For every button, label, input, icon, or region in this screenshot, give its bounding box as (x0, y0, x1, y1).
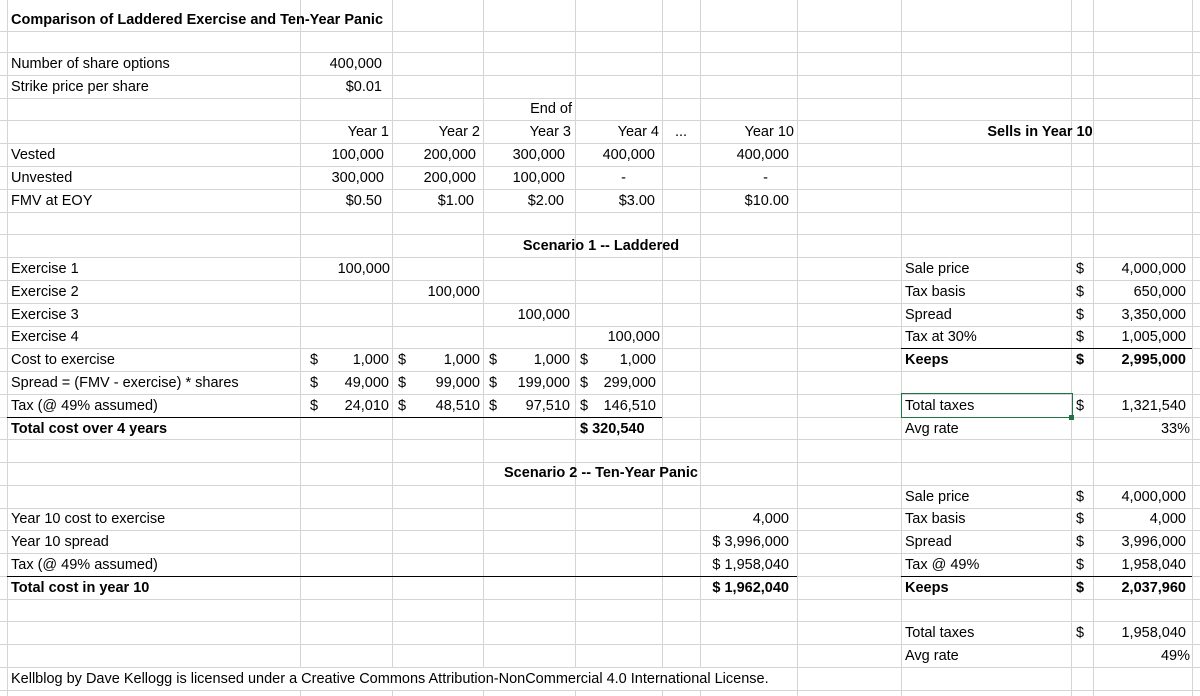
currency-symbol: $ (398, 352, 407, 368)
spread-label[interactable]: Spread = (FMV - exercise) * shares (11, 375, 239, 391)
sale-spread-value[interactable]: 3,996,000 (1121, 534, 1186, 550)
currency-symbol: $ (1076, 557, 1085, 573)
gridline (0, 485, 1200, 486)
unvested-cell[interactable]: - (763, 170, 768, 186)
spread-cell[interactable]: 49,000 (344, 375, 389, 391)
unvested-label[interactable]: Unvested (11, 170, 73, 186)
end-of-header[interactable]: End of (530, 101, 572, 117)
total-cost-value[interactable]: $ 320,540 (580, 421, 645, 437)
exercise-2-value[interactable]: 100,000 (427, 284, 480, 300)
unvested-cell[interactable]: 300,000 (331, 170, 384, 186)
gridline (0, 75, 1200, 76)
year-3-header[interactable]: Year 3 (529, 124, 571, 140)
keeps-label[interactable]: Keeps (905, 352, 949, 368)
keeps-label[interactable]: Keeps (905, 580, 949, 596)
sale-price-label[interactable]: Sale price (905, 261, 970, 277)
currency-symbol: $ (1076, 261, 1085, 277)
year-1-header[interactable]: Year 1 (347, 124, 389, 140)
sells-in-header[interactable]: Sells in Year 10 (987, 124, 1093, 140)
gridline (662, 0, 663, 696)
tax-basis-value[interactable]: 4,000 (1149, 511, 1186, 527)
currency-symbol: $ (1076, 625, 1085, 641)
year10-spread-label[interactable]: Year 10 spread (11, 534, 109, 550)
sale-tax-value[interactable]: 1,005,000 (1121, 329, 1186, 345)
fill-handle[interactable] (1069, 415, 1074, 420)
cost-label[interactable]: Cost to exercise (11, 352, 115, 368)
tax-cell[interactable]: 97,510 (525, 398, 570, 414)
currency-symbol: $ (310, 375, 319, 391)
avg-rate-label[interactable]: Avg rate (905, 421, 959, 437)
gridline (0, 621, 1200, 622)
year10-tax-value[interactable]: $ 1,958,040 (712, 557, 789, 573)
tax-cell[interactable]: 48,510 (435, 398, 480, 414)
scenario1-title[interactable]: Scenario 1 -- Laddered (522, 238, 680, 254)
currency-symbol: $ (398, 398, 407, 414)
gridline (0, 599, 1200, 600)
currency-symbol: $ (489, 352, 498, 368)
currency-symbol: $ (1076, 284, 1085, 300)
gridline (0, 690, 1200, 691)
gridline (392, 0, 393, 696)
spread-cell[interactable]: 99,000 (435, 375, 480, 391)
vested-cell[interactable]: 100,000 (331, 147, 384, 163)
gridline (797, 0, 798, 696)
cost-cell[interactable]: 1,000 (619, 352, 656, 368)
exercise-2-label[interactable]: Exercise 2 (11, 284, 79, 300)
license-text[interactable]: Kellblog by Dave Kellogg is licensed under a Creative Commons Attribution-NonCommercial 4.0 International License. (11, 668, 773, 690)
sale-price-value[interactable]: 4,000,000 (1121, 261, 1186, 277)
options-label[interactable]: Number of share options (11, 56, 170, 72)
avg-rate-value[interactable]: 33% (1160, 421, 1190, 437)
cost-cell[interactable]: 1,000 (533, 352, 570, 368)
keeps-value[interactable]: 2,037,960 (1121, 580, 1186, 596)
spread-cell[interactable]: 299,000 (603, 375, 656, 391)
total-cost-label[interactable]: Total cost over 4 years (11, 421, 168, 437)
sale-tax-label[interactable]: Tax @ 49% (905, 557, 980, 573)
gridline (0, 98, 1200, 99)
strike-label[interactable]: Strike price per share (11, 79, 149, 95)
gridline (0, 530, 1200, 531)
sale-spread-label[interactable]: Spread (905, 534, 952, 550)
total-taxes-value[interactable]: 1,321,540 (1121, 398, 1186, 414)
currency-symbol: $ (1076, 307, 1085, 323)
vested-cell[interactable]: 400,000 (602, 147, 655, 163)
sale-spread-value[interactable]: 3,350,000 (1121, 307, 1186, 323)
gridline (0, 508, 1200, 509)
currency-symbol: $ (580, 398, 589, 414)
strike-value[interactable]: $0.01 (345, 79, 382, 95)
cost-cell[interactable]: 1,000 (352, 352, 389, 368)
exercise-4-label[interactable]: Exercise 4 (11, 329, 79, 345)
year-4-header[interactable]: Year 4 (617, 124, 659, 140)
currency-symbol: $ (310, 352, 319, 368)
currency-symbol: $ (1076, 398, 1085, 414)
unvested-cell[interactable]: - (621, 170, 626, 186)
currency-symbol: $ (580, 375, 589, 391)
tax-label[interactable]: Tax (@ 49% assumed) (11, 398, 158, 414)
exercise-1-label[interactable]: Exercise 1 (11, 261, 79, 277)
sale-price-value[interactable]: 4,000,000 (1121, 489, 1186, 505)
currency-symbol: $ (310, 398, 319, 414)
cost-cell[interactable]: 1,000 (443, 352, 480, 368)
gridline (1192, 0, 1193, 696)
gridline (0, 52, 1200, 53)
sheet-title[interactable]: Comparison of Laddered Exercise and Ten-Year Panic (11, 12, 384, 28)
gridline (0, 644, 1200, 645)
gridline (7, 0, 8, 696)
currency-symbol: $ (489, 375, 498, 391)
sale-spread-label[interactable]: Spread (905, 307, 952, 323)
sale-tax-label[interactable]: Tax at 30% (905, 329, 977, 345)
fmv-cell[interactable]: $10.00 (744, 193, 789, 209)
gridline (0, 257, 1200, 258)
options-value[interactable]: 400,000 (329, 56, 382, 72)
fmv-cell[interactable]: $3.00 (618, 193, 655, 209)
unvested-cell[interactable]: 200,000 (423, 170, 476, 186)
gridline (0, 212, 1200, 213)
sale-tax-value[interactable]: 1,958,040 (1121, 557, 1186, 573)
gridline (0, 280, 1200, 281)
tax-basis-label[interactable]: Tax basis (905, 284, 966, 300)
vested-cell[interactable]: 200,000 (423, 147, 476, 163)
currency-symbol: $ (1076, 511, 1085, 527)
currency-symbol: $ (1076, 489, 1085, 505)
exercise-1-value[interactable]: 100,000 (337, 261, 390, 277)
year10-cost-value[interactable]: 4,000 (752, 511, 789, 527)
total-taxes-value[interactable]: 1,958,040 (1121, 625, 1186, 641)
gridline (300, 0, 301, 696)
fmv-cell[interactable]: $2.00 (527, 193, 564, 209)
vested-cell[interactable]: 400,000 (736, 147, 789, 163)
fmv-cell[interactable]: $1.00 (437, 193, 474, 209)
total-taxes-label[interactable]: Total taxes (905, 398, 975, 414)
vested-label[interactable]: Vested (11, 147, 56, 163)
year10-cost-label[interactable]: Year 10 cost to exercise (11, 511, 166, 527)
unvested-cell[interactable]: 100,000 (512, 170, 565, 186)
year10-total-label[interactable]: Total cost in year 10 (11, 580, 150, 596)
tax-cell[interactable]: 146,510 (603, 398, 656, 414)
year10-total-value[interactable]: $ 1,962,040 (712, 580, 789, 596)
gridline (0, 303, 1200, 304)
fmv-label[interactable]: FMV at EOY (11, 193, 93, 209)
tax-basis-value[interactable]: 650,000 (1133, 284, 1186, 300)
currency-symbol: $ (1076, 580, 1085, 596)
avg-rate-value[interactable]: 49% (1160, 648, 1190, 664)
currency-symbol: $ (1076, 352, 1085, 368)
currency-symbol: $ (1076, 329, 1085, 345)
vested-cell[interactable]: 300,000 (512, 147, 565, 163)
avg-rate-label[interactable]: Avg rate (905, 648, 959, 664)
scenario2-title[interactable]: Scenario 2 -- Ten-Year Panic (504, 465, 698, 481)
exercise-3-value[interactable]: 100,000 (517, 307, 570, 323)
year10-spread-value[interactable]: $ 3,996,000 (712, 534, 789, 550)
ellipsis-header[interactable]: ... (674, 124, 688, 140)
gridline (0, 553, 1200, 554)
total-taxes-label[interactable]: Total taxes (905, 625, 975, 641)
year-10-header[interactable]: Year 10 (744, 124, 794, 140)
tax-cell[interactable]: 24,010 (344, 398, 389, 414)
exercise-3-label[interactable]: Exercise 3 (11, 307, 79, 323)
currency-symbol: $ (489, 398, 498, 414)
year-2-header[interactable]: Year 2 (438, 124, 480, 140)
currency-symbol: $ (580, 352, 589, 368)
year10-tax-label[interactable]: Tax (@ 49% assumed) (11, 557, 158, 573)
gridline (0, 31, 1200, 32)
fmv-cell[interactable]: $0.50 (345, 193, 382, 209)
tax-basis-label[interactable]: Tax basis (905, 511, 966, 527)
sale-price-label[interactable]: Sale price (905, 489, 970, 505)
currency-symbol: $ (398, 375, 407, 391)
keeps-value[interactable]: 2,995,000 (1121, 352, 1186, 368)
exercise-4-value[interactable]: 100,000 (607, 329, 660, 345)
currency-symbol: $ (1076, 534, 1085, 550)
gridline (575, 0, 576, 696)
spread-cell[interactable]: 199,000 (517, 375, 570, 391)
